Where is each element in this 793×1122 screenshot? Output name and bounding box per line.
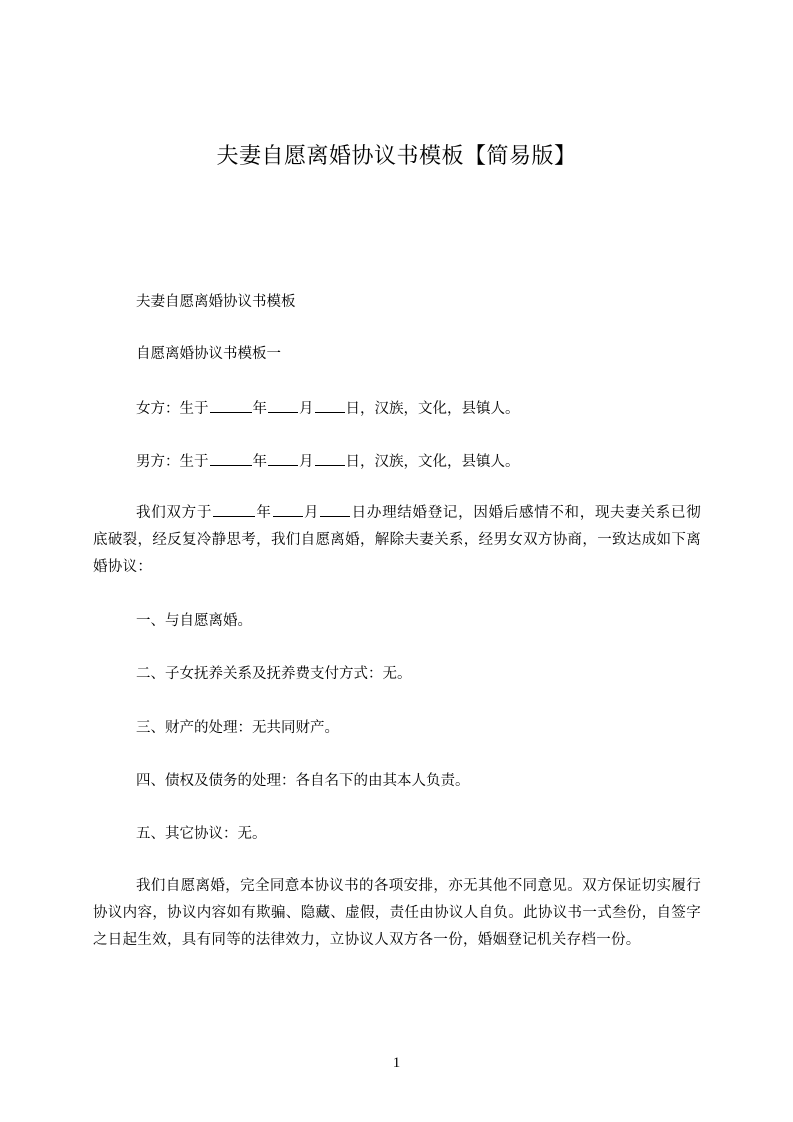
marriage-year-blank	[213, 502, 255, 517]
agreement-item: 三、财产的处理：无共同财产。	[136, 720, 339, 736]
agreement-item: 一、与自愿离婚。	[136, 613, 252, 629]
intro-rest: 日办理结婚登记，因婚后感情不和，现夫妻关系已彻底破裂，经反复冷静思考，我们自愿离婚，解除夫妻关系，经男女双方协商，一致达成如下离婚协议：	[93, 505, 702, 575]
woman-year-label: 年	[252, 401, 267, 417]
document-title: 夫妻自愿离婚协议书模板【简易版】	[216, 144, 577, 169]
intro-month-label: 月	[303, 505, 320, 521]
woman-birth-month-blank	[268, 398, 298, 413]
man-info-line	[136, 451, 520, 472]
woman-prefix: 女方：生于	[136, 401, 209, 417]
woman-suffix: 日，汉族，文化，县镇人。	[345, 401, 520, 417]
marriage-day-blank	[320, 502, 350, 517]
intro-paragraph	[93, 500, 701, 581]
page-number: 1	[392, 1055, 401, 1071]
woman-info-line	[136, 398, 520, 419]
subtitle: 夫妻自愿离婚协议书模板	[136, 294, 296, 310]
man-prefix: 男方：生于	[136, 454, 209, 470]
agreement-item: 二、子女抚养关系及抚养费支付方式：无。	[136, 666, 412, 682]
marriage-month-blank	[273, 502, 303, 517]
closing-paragraph: 我们自愿离婚，完全同意本协议书的各项安排，亦无其他不同意见。双方保证切实履行协议内容，协议内容如有欺骗、隐藏、虚假，责任由协议人自负。此协议书一式叁份，自签字之日起生效，具有同等的法律效力，立协议人双方各一份，婚姻登记机关存档一份。	[93, 878, 701, 948]
man-birth-month-blank	[268, 451, 298, 466]
man-birth-year-blank	[210, 451, 252, 466]
woman-month-label: 月	[299, 401, 314, 417]
intro-prefix: 我们双方于	[136, 505, 213, 521]
agreement-item: 五、其它协议：无。	[136, 826, 267, 842]
intro-year-label: 年	[256, 505, 272, 521]
woman-birth-year-blank	[210, 398, 252, 413]
woman-birth-day-blank	[315, 398, 345, 413]
man-month-label: 月	[299, 454, 314, 470]
man-birth-day-blank	[315, 451, 345, 466]
man-suffix: 日，汉族，文化，县镇人。	[345, 454, 520, 470]
man-year-label: 年	[252, 454, 267, 470]
section-title: 自愿离婚协议书模板一	[136, 346, 281, 362]
agreement-item: 四、债权及债务的处理：各自名下的由其本人负责。	[136, 773, 470, 789]
